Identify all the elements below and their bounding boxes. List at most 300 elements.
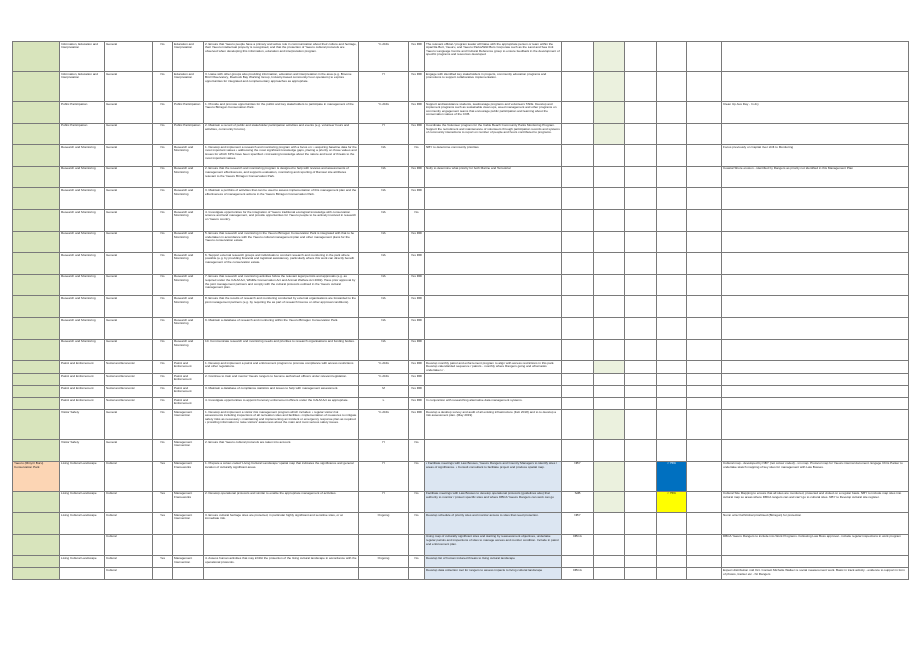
cell-lead[interactable]: Yr-ANG <box>359 102 409 124</box>
cell-comment[interactable] <box>722 296 909 318</box>
cell-status-3[interactable] <box>657 102 687 124</box>
cell-region[interactable] <box>13 556 60 568</box>
cell-goal[interactable]: Research and Monitoring <box>60 296 105 318</box>
cell-status-1[interactable] <box>594 42 625 72</box>
cell-priority[interactable]: Yes RRI <box>409 166 425 188</box>
cell-category[interactable]: General <box>105 440 153 462</box>
cell-region[interactable] <box>13 374 60 386</box>
cell-notes[interactable] <box>425 209 562 231</box>
cell-lead[interactable]: NA <box>359 209 409 231</box>
cell-goal[interactable]: Research and Monitoring <box>60 317 105 339</box>
cell-category[interactable]: General <box>105 166 153 188</box>
cell-status-4[interactable] <box>687 188 722 210</box>
cell-notes[interactable] <box>425 253 562 275</box>
cell-notes[interactable]: Develop a desktop survey and audit of all existing infrastructure (Feb 2018) and to to develop a risk assessment plan. (May 2019) <box>425 410 562 440</box>
cell-category[interactable]: Cultural <box>105 461 153 491</box>
cell-status-3[interactable] <box>657 339 687 361</box>
cell-flag[interactable]: Yes <box>153 491 173 513</box>
cell-lead[interactable] <box>359 568 409 580</box>
cell-region[interactable] <box>13 317 60 339</box>
cell-status-4[interactable] <box>687 253 722 275</box>
cell-flag[interactable]: No <box>153 231 173 253</box>
cell-theme[interactable]: Research and Monitoring <box>173 188 204 210</box>
cell-theme[interactable]: Management Intervention <box>173 410 204 440</box>
cell-theme[interactable]: Patrol and Enforcement <box>173 374 204 386</box>
cell-category[interactable]: General <box>105 145 153 167</box>
cell-theme[interactable]: Patrol and Enforcement <box>173 398 204 410</box>
cell-category[interactable]: General <box>105 274 153 296</box>
cell-action[interactable]: 5. Ensure that research and monitoring in the Yaeuru Birragun Conservation Park is integrated with that to be undertaken in accordance with the Yaeuru cultural management plan and other management plans for the Yaeuru conservation estate. <box>204 231 359 253</box>
cell-notes[interactable]: Facilitate meetings with Law Bosses to develop operational protocols (guidelines also) that authority to monitor / protect specific sites and where DBCA Yaeuru Rangers can work can go <box>425 491 562 513</box>
cell-status-1[interactable] <box>594 166 625 188</box>
cell-theme[interactable] <box>173 568 204 580</box>
cell-status-2[interactable] <box>625 253 657 275</box>
cell-priority[interactable]: Yes RRI <box>409 398 425 410</box>
cell-action[interactable]: 1. Prepare a colour-coded 'Living Cultural Landscape' spatial map that indicates the significance and general location of culturally significant areas. <box>204 461 359 491</box>
cell-status-4[interactable] <box>687 102 722 124</box>
cell-theme[interactable]: Research and Monitoring <box>173 274 204 296</box>
cell-priority[interactable]: Yes RRI <box>409 72 425 102</box>
cell-action[interactable]: 3. Ensure cultural heritage sites are protected, in particular highly significant and sensitive sites, or at immediate risk. <box>204 513 359 535</box>
cell-theme[interactable]: Education and Interpretation <box>173 42 204 72</box>
cell-comment[interactable] <box>722 410 909 440</box>
cell-theme[interactable]: Public Participation <box>173 123 204 145</box>
cell-priority[interactable]: No <box>409 461 425 491</box>
cell-status-4[interactable] <box>687 361 722 374</box>
cell-lead[interactable]: NA <box>359 339 409 361</box>
cell-region[interactable] <box>13 253 60 275</box>
cell-status-3[interactable] <box>657 556 687 568</box>
cell-notes[interactable] <box>425 317 562 339</box>
cell-notes[interactable]: Develop schedule of priority sites and monitor access to sites that need protection. <box>425 513 562 535</box>
cell-lead[interactable] <box>359 534 409 556</box>
cell-comment[interactable] <box>722 398 909 410</box>
cell-responsible[interactable] <box>562 72 594 102</box>
cell-theme[interactable]: Research and Monitoring <box>173 209 204 231</box>
cell-flag[interactable]: No <box>153 440 173 462</box>
cell-action[interactable]: 3. Maintain a portfolio of activities that can be used to assess implementation of this management plan and the effectiveness of management actions in the Yaeuru Birragun Conservation Park. <box>204 188 359 210</box>
cell-flag[interactable]: No <box>153 102 173 124</box>
cell-goal[interactable]: Patrol and Enforcement <box>60 361 105 374</box>
cell-status-4[interactable] <box>687 556 722 568</box>
cell-flag[interactable]: No <box>153 123 173 145</box>
cell-action[interactable]: 1. Develop and implement a visitor risk management program which includes: • regular visitor risk assessments including inspections of all recreation sites and facilities • implementation of measures to mitigate safety risks as necessary • maintaining and implementing an incident or emergency response plan as required • providing information to raise visitors' awareness about the main and most serious safety issues. <box>204 410 359 440</box>
cell-status-4[interactable] <box>687 123 722 145</box>
cell-lead[interactable]: Ongoing <box>359 513 409 535</box>
cell-region[interactable] <box>13 102 60 124</box>
cell-comment[interactable] <box>722 386 909 398</box>
cell-status-2[interactable] <box>625 339 657 361</box>
cell-notes[interactable] <box>425 274 562 296</box>
cell-action[interactable]: 10. Communicate research and monitoring needs and priorities to research organisations and funding bodies. <box>204 339 359 361</box>
cell-priority[interactable]: Yes RRI <box>409 296 425 318</box>
cell-region[interactable] <box>13 145 60 167</box>
cell-status-1[interactable] <box>594 274 625 296</box>
cell-comment[interactable]: Clean Up Aus Day - In dry <box>722 102 909 124</box>
cell-region[interactable]: Yaeuru (Minyirr Buru) Conservation Park <box>13 461 60 491</box>
cell-category[interactable]: Social and Economic <box>105 398 153 410</box>
cell-category[interactable]: General <box>105 123 153 145</box>
cell-lead[interactable]: NA <box>359 296 409 318</box>
cell-action[interactable]: 6. Support external research groups and individuals to conduct research and monitoring in the park where possible (e.g. by providing financial and logistical assistance), particularly where this work can directly benefit management of the conservation estate. <box>204 253 359 275</box>
cell-category[interactable]: Cultural <box>105 534 153 556</box>
cell-lead[interactable]: M <box>359 386 409 398</box>
cell-status-4[interactable] <box>687 231 722 253</box>
cell-theme[interactable]: Management Intervention <box>173 440 204 462</box>
cell-priority[interactable]: Yes RRI <box>409 339 425 361</box>
cell-status-1[interactable] <box>594 374 625 386</box>
cell-lead[interactable]: H <box>359 72 409 102</box>
cell-theme[interactable]: Patrol and Enforcement <box>173 386 204 398</box>
cell-action[interactable] <box>204 534 359 556</box>
cell-theme[interactable]: Research and Monitoring <box>173 231 204 253</box>
cell-responsible[interactable] <box>562 102 594 124</box>
cell-theme[interactable]: Research and Monitoring <box>173 296 204 318</box>
cell-action[interactable]: 1. Provide and promote opportunities for the public and key stakeholders to participate in management of the Yaeuru Birragun Conservation Park. <box>204 102 359 124</box>
cell-status-3[interactable] <box>657 166 687 188</box>
cell-status-2[interactable] <box>625 461 657 491</box>
cell-flag[interactable]: No <box>153 339 173 361</box>
cell-status-3[interactable] <box>657 296 687 318</box>
cell-theme[interactable] <box>173 534 204 556</box>
cell-status-3[interactable] <box>657 188 687 210</box>
cell-action[interactable]: 8. Ensure that the results of research and monitoring conducted by external organisations are forwarded to the joint management partners (e.g. by requiring the as part of research licence or other approval conditions). <box>204 296 359 318</box>
cell-action[interactable]: 3. Liaise with other groups also providing information, education and interpretation in the area (e.g. Broome Bird Observatory, Roebuck Bay Working Group, Industry-based community/ tour operators) to explore opportunities for integrated and complementary approaches as appropriate. <box>204 72 359 102</box>
cell-flag[interactable]: No <box>153 166 173 188</box>
cell-region[interactable] <box>13 123 60 145</box>
cell-goal[interactable] <box>60 568 105 580</box>
cell-category[interactable]: General <box>105 296 153 318</box>
cell-status-4[interactable] <box>687 274 722 296</box>
cell-status-1[interactable] <box>594 534 625 556</box>
cell-status-2[interactable] <box>625 145 657 167</box>
cell-comment[interactable] <box>722 72 909 102</box>
cell-category[interactable]: Social and Economic <box>105 361 153 374</box>
cell-goal[interactable]: Patrol and Enforcement <box>60 398 105 410</box>
cell-theme[interactable]: Research and Monitoring <box>173 166 204 188</box>
cell-comment[interactable] <box>722 42 909 72</box>
cell-status-2[interactable] <box>625 513 657 535</box>
cell-action[interactable]: 1. Develop and implement a patrol and enforcement program to promote compliance with access restrictions and other regulations. <box>204 361 359 374</box>
cell-category[interactable]: General <box>105 410 153 440</box>
cell-responsible[interactable]: NBY <box>562 461 594 491</box>
cell-region[interactable] <box>13 386 60 398</box>
cell-status-2[interactable] <box>625 188 657 210</box>
cell-flag[interactable]: No <box>153 253 173 275</box>
cell-status-4[interactable] <box>687 72 722 102</box>
cell-status-3[interactable] <box>657 398 687 410</box>
cell-flag[interactable]: No <box>153 188 173 210</box>
cell-category[interactable]: Cultural <box>105 556 153 568</box>
cell-region[interactable] <box>13 166 60 188</box>
cell-comment[interactable]: Expect distribution mid Oct. Contact Michelle Walker re social measurement work. Basic in track activity - evidence to support in form of photos, tracker etc - hit Rangers <box>722 568 909 580</box>
cell-flag[interactable]: No <box>153 374 173 386</box>
cell-theme[interactable]: Management Intervention <box>173 513 204 535</box>
cell-status-1[interactable] <box>594 123 625 145</box>
cell-goal[interactable]: Information, Education and Interpretation <box>60 42 105 72</box>
cell-lead[interactable]: NA <box>359 145 409 167</box>
cell-region[interactable] <box>13 410 60 440</box>
cell-status-3[interactable] <box>657 274 687 296</box>
cell-notes[interactable]: In conjunction with researching alternative data management systems. <box>425 398 562 410</box>
cell-status-4[interactable] <box>687 513 722 535</box>
cell-status-4[interactable] <box>687 410 722 440</box>
cell-notes[interactable] <box>425 440 562 462</box>
cell-status-4[interactable] <box>687 374 722 386</box>
cell-responsible[interactable] <box>562 231 594 253</box>
cell-notes[interactable] <box>425 231 562 253</box>
cell-responsible[interactable] <box>562 374 594 386</box>
cell-goal[interactable]: Research and Monitoring <box>60 339 105 361</box>
cell-status-2[interactable] <box>625 274 657 296</box>
cell-action[interactable]: 2. Develop operational protocols and similar to enable the appropriate management of activities. <box>204 491 359 513</box>
cell-notes[interactable]: Using map of culturally significant sites and starting by reassessment objectives, undertake regular patrols and inspections of sites to manage access and monitor condition. Include in patrol and enforcement plan. <box>425 534 562 556</box>
cell-status-1[interactable] <box>594 231 625 253</box>
cell-status-2[interactable] <box>625 296 657 318</box>
cell-action[interactable]: 2. Ensure that Yaeuru people have a primary and active role in communication about their culture and heritage, their Yaeuru intellectual property is recognised, and that the protection of Yaeuru cultural protocols are observed when developing this information, education and interpretation program. <box>204 42 359 72</box>
cell-status-3[interactable] <box>657 568 687 580</box>
cell-status-1[interactable] <box>594 145 625 167</box>
cell-priority[interactable]: Yes RRI <box>409 253 425 275</box>
cell-status-4[interactable] <box>687 209 722 231</box>
cell-category[interactable]: Social and Economic <box>105 386 153 398</box>
cell-region[interactable] <box>13 568 60 580</box>
cell-flag[interactable]: No <box>153 296 173 318</box>
cell-status-1[interactable] <box>594 556 625 568</box>
cell-status-4[interactable] <box>687 386 722 398</box>
cell-goal[interactable]: Research and Monitoring <box>60 274 105 296</box>
cell-category[interactable]: Cultural <box>105 513 153 535</box>
cell-comment[interactable] <box>722 374 909 386</box>
cell-status-3[interactable] <box>657 42 687 72</box>
cell-status-4[interactable] <box>687 534 722 556</box>
cell-lead[interactable]: NA <box>359 317 409 339</box>
cell-lead[interactable]: Ongoing <box>359 556 409 568</box>
cell-status-2[interactable] <box>625 568 657 580</box>
cell-status-1[interactable] <box>594 102 625 124</box>
cell-theme[interactable]: Research and Monitoring <box>173 253 204 275</box>
cell-status-4[interactable] <box>687 166 722 188</box>
cell-comment[interactable]: Focus previously on Capital river shift to Monitoring <box>722 145 909 167</box>
cell-status-1[interactable] <box>594 253 625 275</box>
cell-flag[interactable]: No <box>153 317 173 339</box>
cell-goal[interactable]: Living Cultural Landscape <box>60 461 105 491</box>
cell-status-1[interactable] <box>594 568 625 580</box>
cell-lead[interactable]: H <box>359 123 409 145</box>
cell-comment[interactable]: Cultural Site Mapping to ensure that all sites are monitored, protected and visited on a regular basis. NBY to include map sites into cultural map so areas where DBCA rangers can and can't go to cultural sites. NBY to Develop cultural site register. <box>722 491 909 513</box>
cell-status-3[interactable] <box>657 374 687 386</box>
cell-theme[interactable]: Management Intervention <box>173 556 204 568</box>
cell-responsible[interactable]: DBCA <box>562 534 594 556</box>
cell-goal[interactable]: Living Cultural Landscape <box>60 491 105 513</box>
cell-status-3[interactable] <box>657 513 687 535</box>
cell-flag[interactable]: No <box>153 42 173 72</box>
cell-responsible[interactable] <box>562 42 594 72</box>
cell-status-4[interactable] <box>687 145 722 167</box>
cell-category[interactable]: General <box>105 72 153 102</box>
cell-status-3[interactable] <box>657 145 687 167</box>
cell-status-1[interactable] <box>594 296 625 318</box>
cell-comment[interactable] <box>722 231 909 253</box>
cell-status-4[interactable] <box>687 461 722 491</box>
cell-action[interactable]: 4. Assess human activities that may inhibit the protection of the living cultural landscape in accordance with the operational protocols. <box>204 556 359 568</box>
cell-goal[interactable]: Public Participation <box>60 123 105 145</box>
cell-goal[interactable]: Visitor Safety <box>60 440 105 462</box>
cell-notes[interactable] <box>425 339 562 361</box>
cell-flag[interactable]: Yes <box>153 461 173 491</box>
cell-priority[interactable]: No <box>409 209 425 231</box>
cell-status-4[interactable] <box>687 296 722 318</box>
cell-status-3[interactable] <box>657 253 687 275</box>
cell-action[interactable]: 7. Ensure that research and monitoring activities follow the relevant legal permits and approvals (e.g. as required under the CALM Act, Wildlife Conservation Act and Animal Welfare Act 2002). Have prior approval by the joint management partners and comply with the cultural protocols outlined in the Yaeuru cultural management plan. <box>204 274 359 296</box>
cell-action[interactable]: 2. Ensure that Yaeuru cultural protocols are taken into account. <box>204 440 359 462</box>
cell-region[interactable] <box>13 491 60 513</box>
cell-comment[interactable] <box>722 253 909 275</box>
cell-priority[interactable]: Yes RRI <box>409 102 425 124</box>
cell-notes[interactable]: Nully to determine what priority for both Marine and Terrestrial <box>425 166 562 188</box>
cell-goal[interactable] <box>60 534 105 556</box>
cell-comment[interactable] <box>722 339 909 361</box>
cell-priority[interactable]: Yes RRI <box>409 188 425 210</box>
cell-theme[interactable]: Education and Interpretation <box>173 72 204 102</box>
cell-priority[interactable]: No <box>409 513 425 535</box>
cell-lead[interactable]: Yr-ANG <box>359 361 409 374</box>
cell-status-1[interactable] <box>594 317 625 339</box>
cell-comment[interactable] <box>722 209 909 231</box>
cell-responsible[interactable] <box>562 123 594 145</box>
cell-comment[interactable] <box>722 188 909 210</box>
cell-action[interactable]: 2. Ensure that the research and monitoring program is designed to help with reviews and assessments of management effectiveness, and supports evaluation, monitoring and reporting of Ramsar site attributes relevant to the Yaeuru Birragun Conservation Park. <box>204 166 359 188</box>
cell-category[interactable]: Cultural <box>105 568 153 580</box>
cell-flag[interactable]: No <box>153 274 173 296</box>
cell-category[interactable]: General <box>105 339 153 361</box>
cell-region[interactable] <box>13 274 60 296</box>
cell-action[interactable]: 1. Develop and implement a research and monitoring program with a focus on: • acquiring baseline data for the most important values • addressing the most significant knowledge gaps, placing a priority on those values and issues for which KPIs have been specified • increasing knowledge about the nature and level of threats to the most important values. <box>204 145 359 167</box>
cell-status-2[interactable] <box>625 386 657 398</box>
cell-lead[interactable]: Yr-ANG <box>359 410 409 440</box>
cell-comment[interactable]: Numn arra Ourhilmbal prioritised (Birragun) for protection <box>722 513 909 535</box>
cell-status-4[interactable] <box>687 398 722 410</box>
cell-goal[interactable]: Research and Monitoring <box>60 188 105 210</box>
cell-priority[interactable]: Yes RRI <box>409 42 425 72</box>
cell-comment[interactable]: DBCA Yaeuru Rangers to include into Work Programs. Following Law Boss approval - include regular inspections in work program <box>722 534 909 556</box>
cell-status-3[interactable]: < 75% <box>657 461 687 491</box>
cell-comment[interactable] <box>722 317 909 339</box>
cell-responsible[interactable] <box>562 398 594 410</box>
cell-priority[interactable] <box>409 534 425 556</box>
cell-status-4[interactable] <box>687 339 722 361</box>
cell-responsible[interactable]: SdB <box>562 491 594 513</box>
cell-status-1[interactable] <box>594 188 625 210</box>
cell-status-4[interactable] <box>687 42 722 72</box>
cell-lead[interactable]: Yr-ANG <box>359 374 409 386</box>
cell-responsible[interactable] <box>562 145 594 167</box>
cell-flag[interactable]: No <box>153 145 173 167</box>
cell-goal[interactable]: Research and Monitoring <box>60 253 105 275</box>
cell-notes[interactable] <box>425 374 562 386</box>
cell-goal[interactable]: Research and Monitoring <box>60 166 105 188</box>
cell-status-4[interactable] <box>687 317 722 339</box>
cell-flag[interactable]: No <box>153 410 173 440</box>
cell-status-3[interactable] <box>657 123 687 145</box>
cell-responsible[interactable] <box>562 410 594 440</box>
cell-lead[interactable]: NA <box>359 253 409 275</box>
cell-priority[interactable]: Yes RRI <box>409 231 425 253</box>
cell-notes[interactable]: Develop list of human induced threats to living cultural landscape <box>425 556 562 568</box>
cell-notes[interactable]: The relevant official / program leader will liaise with the appropriate person or team within the Aparrilla Burt, Yaeuru, and Yaeuru Parks/Wild Burs Corporate such as the Land and Sea Unit Yaeuru Language Centre and Cultural Reference group to ensure feedback in the development of specific programs and resources developed <box>425 42 562 72</box>
cell-region[interactable] <box>13 361 60 374</box>
cell-category[interactable]: General <box>105 188 153 210</box>
cell-notes[interactable]: Engage with identified key stakeholders in projects, community education programs and promotions to support collaborative implementation. <box>425 72 562 102</box>
cell-lead[interactable]: NA <box>359 188 409 210</box>
cell-notes[interactable]: Coordinate the Volunteer program for the Cable Beach Community Parks Monitoring Program. Support the recruitment and maintenance of volunteers through participation records and systems of community interactions to report on number of people and hours contributed to programs. <box>425 123 562 145</box>
cell-status-2[interactable] <box>625 42 657 72</box>
cell-flag[interactable]: Yes <box>153 513 173 535</box>
cell-region[interactable] <box>13 534 60 556</box>
cell-status-2[interactable] <box>625 72 657 102</box>
cell-goal[interactable]: Research and Monitoring <box>60 209 105 231</box>
cell-flag[interactable]: No <box>153 386 173 398</box>
cell-status-2[interactable] <box>625 231 657 253</box>
cell-status-1[interactable] <box>594 461 625 491</box>
cell-responsible[interactable] <box>562 253 594 275</box>
cell-goal[interactable]: Patrol and Enforcement <box>60 386 105 398</box>
cell-theme[interactable]: Public Participation <box>173 102 204 124</box>
cell-status-2[interactable] <box>625 166 657 188</box>
cell-lead[interactable]: H <box>359 461 409 491</box>
cell-action[interactable]: 2. Continue to train and mentor Yaeuru rangers to become authorised officers under relevant legislation. <box>204 374 359 386</box>
cell-responsible[interactable] <box>562 166 594 188</box>
cell-responsible[interactable] <box>562 296 594 318</box>
cell-goal[interactable]: Research and Monitoring <box>60 145 105 167</box>
cell-region[interactable] <box>13 296 60 318</box>
cell-status-1[interactable] <box>594 410 625 440</box>
cell-notes[interactable] <box>425 386 562 398</box>
cell-region[interactable] <box>13 209 60 231</box>
cell-lead[interactable]: NA <box>359 274 409 296</box>
cell-lead[interactable]: H <box>359 491 409 513</box>
cell-action[interactable]: 3. Maintain a database of compliance statistics and issues to help with management assessment. <box>204 386 359 398</box>
cell-lead[interactable]: Yr-ANG <box>359 42 409 72</box>
cell-notes[interactable] <box>425 296 562 318</box>
cell-category[interactable]: Cultural <box>105 491 153 513</box>
cell-region[interactable] <box>13 231 60 253</box>
cell-region[interactable] <box>13 188 60 210</box>
cell-comment[interactable] <box>722 123 909 145</box>
cell-status-1[interactable] <box>594 440 625 462</box>
cell-comment[interactable] <box>722 556 909 568</box>
cell-goal[interactable]: Patrol and Enforcement <box>60 374 105 386</box>
cell-theme[interactable]: Management Frameworks <box>173 491 204 513</box>
cell-notes[interactable]: Develop data collection tool for rangers to assess impacts to living cultural landscape <box>425 568 562 580</box>
cell-priority[interactable]: Yes RRI <box>409 317 425 339</box>
cell-category[interactable]: General <box>105 102 153 124</box>
cell-action[interactable]: 4. Investigate opportunities for the integration of Yaeuru traditional ecological knowledge with conservation science and land management, and provide opportunities for Yaeuru people to be actively involved in research on Yaeuru country. <box>204 209 359 231</box>
cell-comment[interactable] <box>722 361 909 374</box>
cell-status-1[interactable] <box>594 72 625 102</box>
cell-region[interactable] <box>13 42 60 72</box>
cell-priority[interactable]: Yes RRI <box>409 386 425 398</box>
cell-status-2[interactable] <box>625 102 657 124</box>
cell-priority[interactable]: No <box>409 491 425 513</box>
cell-theme[interactable]: Patrol and Enforcement <box>173 361 204 374</box>
cell-responsible[interactable] <box>562 209 594 231</box>
cell-status-3[interactable] <box>657 361 687 374</box>
cell-status-3[interactable] <box>657 386 687 398</box>
cell-status-3[interactable] <box>657 72 687 102</box>
cell-responsible[interactable]: DBCA <box>562 568 594 580</box>
cell-status-3[interactable] <box>657 317 687 339</box>
